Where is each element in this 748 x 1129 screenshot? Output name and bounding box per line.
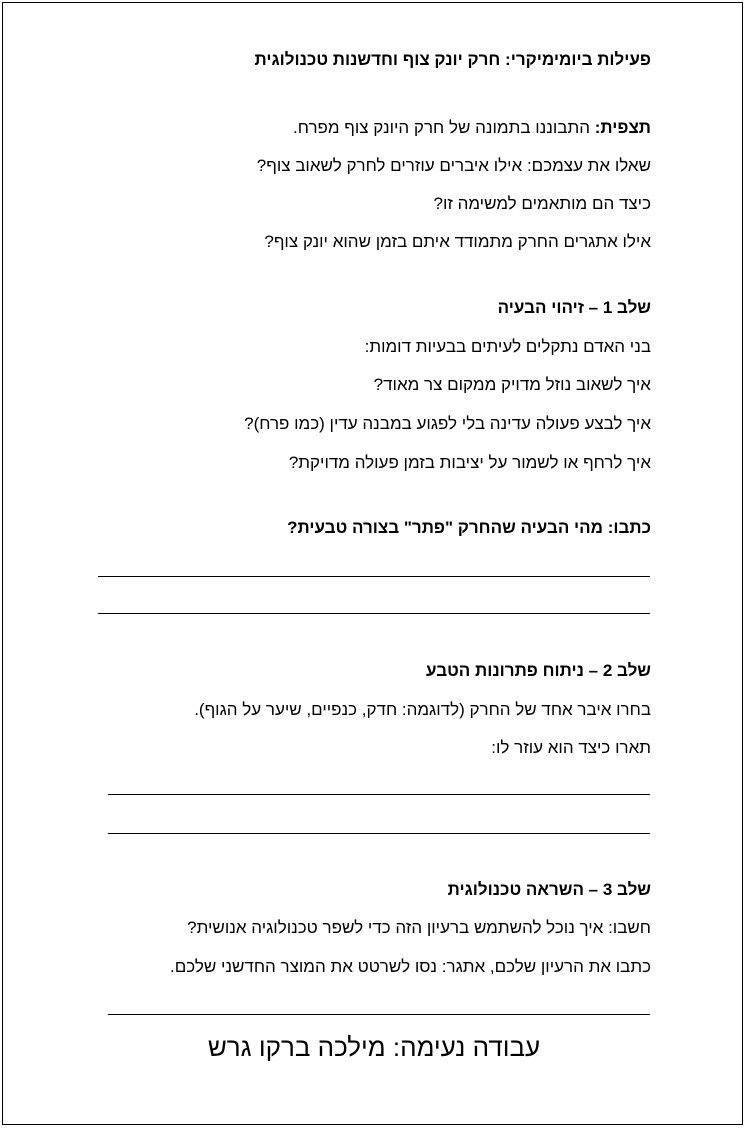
worksheet-title: פעילות ביומימיקרי: חרק יונק צוף וחדשנות טכנולוגית — [254, 50, 651, 69]
step1-prompt: כתבו: מהי הבעיה שהחרק "פתר" בצורה טבעית? — [287, 518, 651, 537]
step3-line: חשבו: איך נוכל להשתמש ברעיון הזה כדי לשפר טכנולוגיה אנושית? — [187, 918, 651, 937]
observation-question: אילו אתגרים החרק מתמודד איתם בזמן שהוא יונק צוף? — [264, 232, 651, 251]
step1-line: בני האדם נתקלים לעיתים בבעיות דומות: — [364, 337, 651, 356]
answer-line[interactable] — [108, 1014, 650, 1015]
observation-label: תצפית: — [594, 118, 651, 137]
observation-question: כיצד הם מותאמים למשימה זו? — [433, 194, 651, 213]
answer-line[interactable] — [108, 794, 650, 795]
step3-line: כתבו את הרעיון שלכם, אתגר: נסו לשרטט את המוצר החדשני שלכם. — [170, 957, 651, 976]
step1-heading: שלב 1 – זיהוי הבעיה — [497, 298, 651, 317]
observation-question: שאלו את עצמכם: אילו איברים עוזרים לחרק לשאוב צוף? — [256, 156, 651, 175]
observation-line — [293, 118, 651, 138]
step1-line: איך לשאוב נוזל מדויק ממקום צר מאוד? — [373, 375, 651, 394]
step3-heading: שלב 3 – השראה טכנולוגית — [447, 880, 651, 899]
step1-line: איך לרחף או לשמור על יציבות בזמן פעולה מדויקת? — [288, 453, 651, 472]
step2-line: תארו כיצד הוא עוזר לו: — [491, 738, 651, 757]
answer-line[interactable] — [108, 833, 650, 834]
step2-line: בחרו איבר אחד של החרק (לדוגמה: חדק, כנפיים, שיער על הגוף). — [194, 700, 651, 719]
answer-line[interactable] — [98, 613, 650, 614]
step2-heading: שלב 2 – ניתוח פתרונות הטבע — [426, 661, 651, 680]
step1-line: איך לבצע פעולה עדינה בלי לפגוע במבנה עדין (כמו פרח)? — [244, 414, 651, 433]
answer-line[interactable] — [98, 576, 650, 577]
author-credit: עבודה נעימה: מילכה ברקו גרש — [207, 1032, 541, 1062]
observation-text: התבוננו בתמונה של חרק היונק צוף מפרח. — [293, 118, 595, 137]
